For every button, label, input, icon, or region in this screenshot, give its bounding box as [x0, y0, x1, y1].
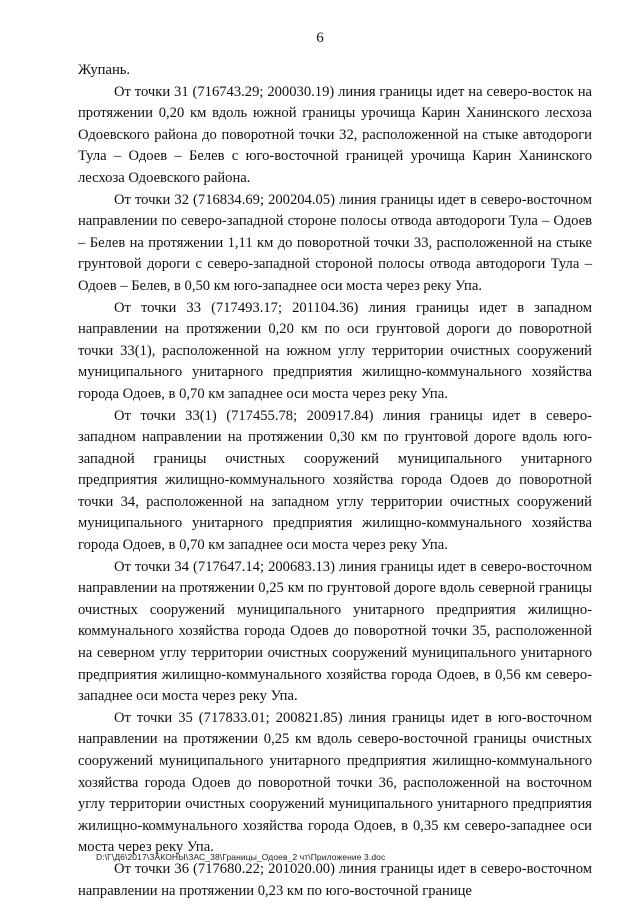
paragraph-point-34: От точки 34 (717647.14; 200683.13) линия границы идет в северо-восточном направлении на протяжении 0,25 км по грунтовой дороге вдоль северной границы очистных сооружений муниципального унитарного предприятия жилищно-коммунального хозяйства города Одоев до поворотной точки 35, расположенной на северном углу территории очистных сооружений муниципального унитарного предприятия жилищно-коммунального хозяйства города Одоев, в 0,56 км северо-западнее оси моста через реку Упа.: [78, 558, 592, 705]
paragraph-point-33: От точки 33 (717493.17; 201104.36) линия границы идет в западном направлении на протяжении 0,20 км по оси грунтовой дороги до поворотной точки 33(1), расположенной на южном углу территории очистных сооружений муниципального унитарного предприятия жилищно-коммунального хозяйства города Одоев, в 0,70 км западнее оси моста через реку Упа.: [78, 299, 592, 402]
file-path-footer: D:\Г\Д6\2017\ЗАКОНЫ\ЗАС_38\Границы_Одоев_2 чт\Приложение 3.doc: [96, 852, 386, 862]
document-body: [78, 60, 592, 902]
paragraph-point-31: От точки 31 (716743.29; 200030.19) линия границы идет на северо-восток на протяжении 0,20 км вдоль южной границы урочища Карин Ханинского лесхоза Одоевского района до поворотной точки 32, расположенной на стыке автодороги Тула – Одоев – Белев с юго-восточной границей урочища Карин Ханинского лесхоза Одоевского района.: [78, 83, 592, 186]
paragraph-point-36: От точки 36 (717680.22; 201020.00) линия границы идет в северо-восточном направлении на протяжении 0,23 км по юго-восточной границе: [78, 860, 592, 899]
page-number: 6: [316, 30, 324, 46]
paragraph-point-33-1: От точки 33(1) (717455.78; 200917.84) линия границы идет в северо-западном направлении на протяжении 0,30 км по грунтовой дороге вдоль юго-западной границы очистных сооружений муниципального унитарного предприятия жилищно-коммунального хозяйства города Одоев до поворотной точки 34, расположенной на западном углу территории очистных сооружений муниципального унитарного предприятия жилищно-коммунального хозяйства города Одоев, в 0,70 км западнее оси моста через реку Упа.: [78, 407, 592, 554]
paragraph-point-35: От точки 35 (717833.01; 200821.85) линия границы идет в юго-восточном направлении на протяжении 0,25 км вдоль северо-восточной границы очистных сооружений муниципального унитарного предприятия жилищно-коммунального хозяйства города Одоев до поворотной точки 36, расположенной на восточном углу территории очистных сооружений муниципального унитарного предприятия жилищно-коммунального хозяйства города Одоев, в 0,35 км северо-западнее оси моста через реку Упа.: [78, 709, 592, 856]
paragraph-continuation: Жупань.: [78, 62, 131, 78]
paragraph-point-32: От точки 32 (716834.69; 200204.05) линия границы идет в северо-восточном направлении по северо-западной стороне полосы отвода автодороги Тула – Одоев – Белев на протяжении 1,11 км до поворотной точки 33, расположенной на стыке грунтовой дороги с северо-западной стороной полосы отвода автодороги Тула – Одоев – Белев, в 0,50 км юго-западнее оси моста через реку Упа.: [78, 191, 592, 294]
